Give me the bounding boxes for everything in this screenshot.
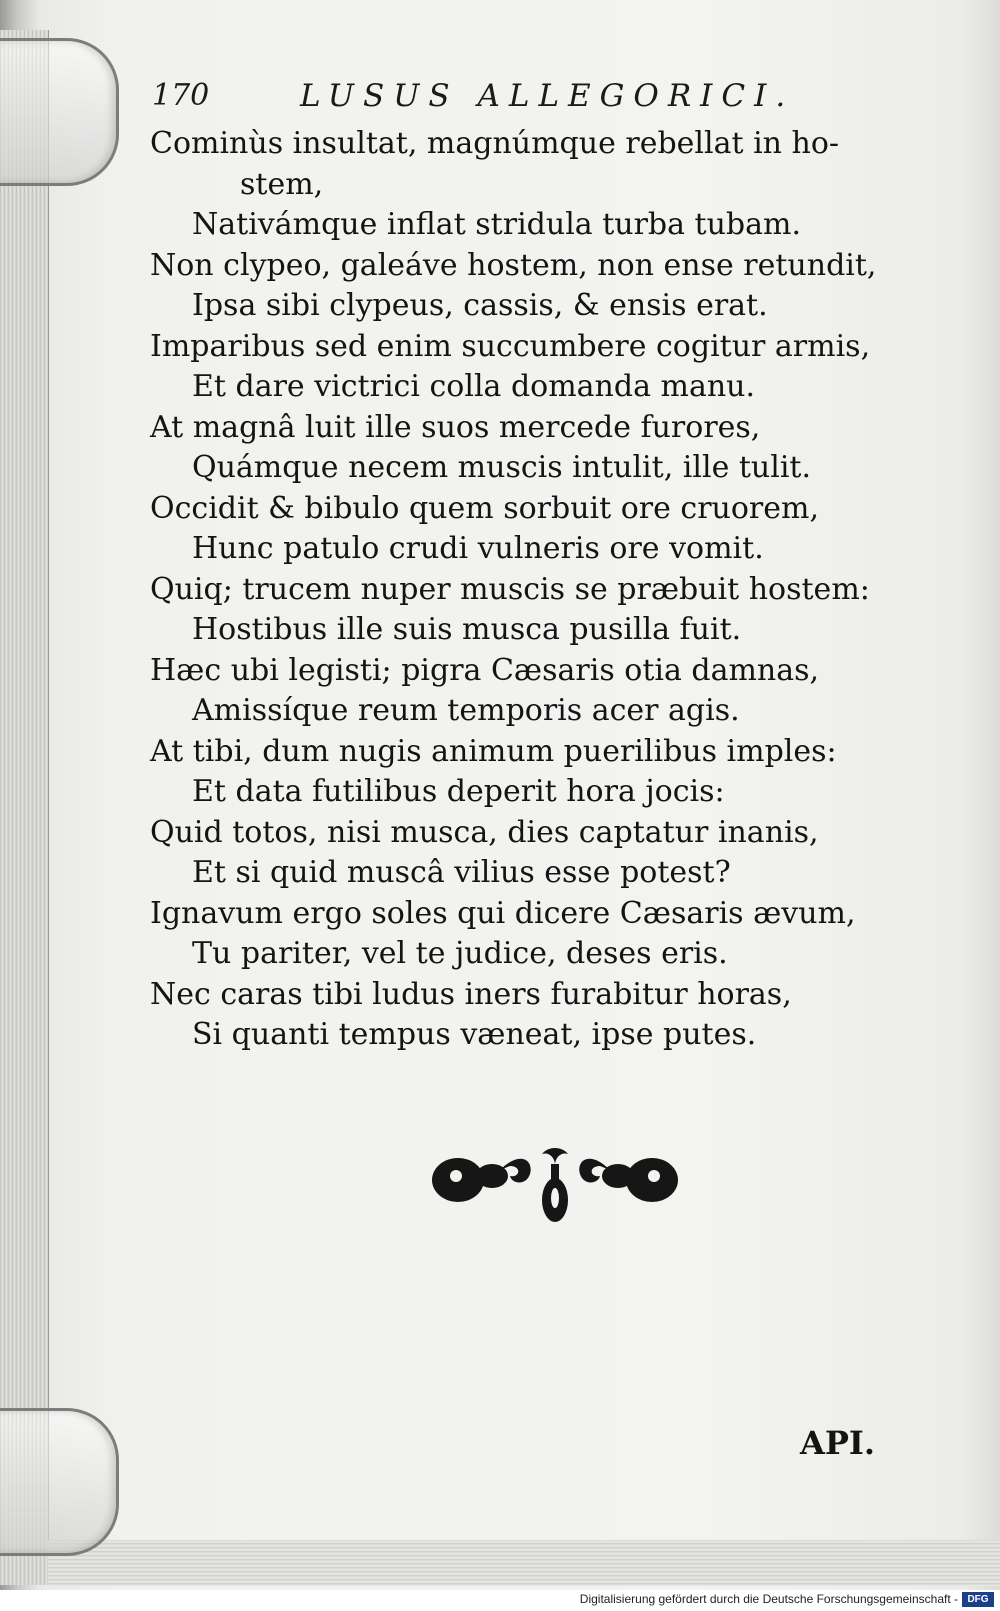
verse-line: Si quanti tempus væneat, ipse putes. (192, 1017, 757, 1052)
verse-line: Hunc patulo crudi vulneris ore vomit. (192, 531, 764, 566)
verse-line: Quiq; trucem nuper muscis se præbuit hostem: (150, 571, 870, 607)
verse-line: Occidit & bibulo quem sorbuit ore cruorem, (150, 490, 820, 526)
page-stack-edge-left (0, 30, 49, 1585)
dfg-logo-icon: DFG (962, 1592, 994, 1607)
verse-line: Nativámque inflat stridula turba tubam. (192, 207, 802, 242)
verse-line: Tu pariter, vel te judice, deses eris. (192, 936, 728, 971)
catchword: API. (800, 1424, 875, 1462)
verse-line: At tibi, dum nugis animum puerilibus imples: (150, 733, 837, 769)
page-number: 170 (152, 78, 210, 113)
page-stack-edge-bottom (48, 1540, 1000, 1586)
fleuron-ornament-icon (430, 1140, 680, 1230)
verse-line: Amissíque reum temporis acer agis. (192, 693, 740, 728)
verse-line: Hæc ubi legisti; pigra Cæsaris otia damnas, (150, 652, 820, 688)
verse-line: Quid totos, nisi musca, dies captatur inanis, (150, 814, 819, 850)
verse-line: Ignavum ergo soles qui dicere Cæsaris ævum, (150, 895, 856, 931)
verse-line: Nec caras tibi ludus iners furabitur horas, (150, 976, 792, 1012)
verse-line: Imparibus sed enim succumbere cogitur armis, (150, 328, 871, 364)
verse-line: Cominùs insultat, magnúmque rebellat in ho- (150, 126, 840, 161)
verse-line: Et dare victrici colla domanda manu. (192, 369, 756, 404)
verse-text-block (150, 124, 950, 1056)
verse-line: Non clypeo, galeáve hostem, non ense retundit, (150, 247, 877, 283)
verse-line: Et data futilibus deperit hora jocis: (192, 774, 725, 809)
paper-clip-icon (0, 38, 119, 186)
paper-clip-icon (0, 1408, 119, 1556)
running-title: LUSUS ALLEGORICI. (300, 78, 795, 114)
verse-line: At magnâ luit ille suos mercede furores, (150, 409, 761, 445)
verse-line: Quámque necem muscis intulit, ille tulit. (192, 450, 812, 485)
verse-line: Et si quid muscâ vilius esse potest? (192, 855, 731, 890)
verse-line: Ipsa sibi clypeus, cassis, & ensis erat. (192, 288, 768, 323)
verse-line: stem, (240, 166, 324, 202)
digitization-credit: Digitalisierung gefördert durch die Deutsche Forschungsgemeinschaft - (579, 1592, 958, 1606)
page-header (152, 78, 932, 122)
verse-line: Hostibus ille suis musca pusilla fuit. (192, 612, 742, 647)
